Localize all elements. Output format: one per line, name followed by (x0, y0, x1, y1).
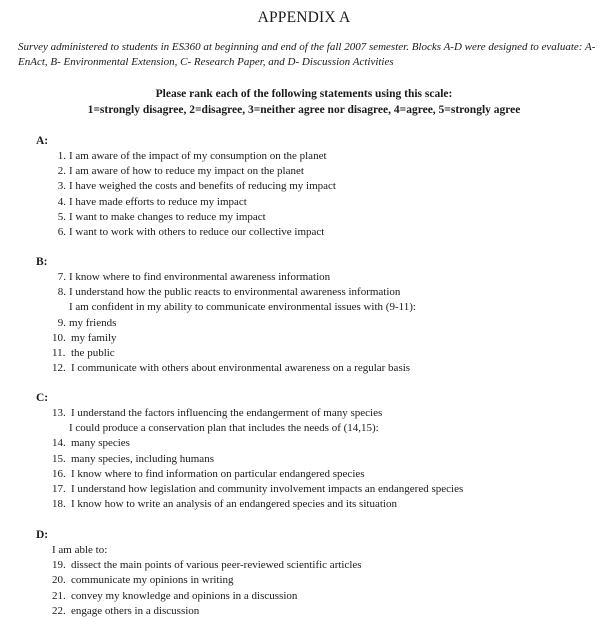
survey-item (0, 573, 608, 588)
block-d-items (0, 543, 608, 619)
survey-item (0, 179, 608, 194)
survey-item (0, 467, 608, 482)
item-text: I have made efforts to reduce my impact (69, 195, 247, 208)
item-number: 16. (52, 467, 66, 480)
item-text: I understand the factors influencing the endangerment of many species (71, 407, 383, 419)
survey-item (0, 452, 608, 467)
survey-item (0, 285, 608, 300)
survey-item (0, 346, 608, 361)
survey-item (0, 482, 608, 497)
block-d-label: D: (36, 529, 49, 541)
item-number: 17. (52, 482, 66, 495)
item-stem-text: I am able to: (52, 544, 108, 556)
item-number: 2. (57, 165, 66, 178)
block-a-label: A: (36, 135, 49, 147)
item-number: 19. (52, 559, 66, 572)
item-text: my family (71, 331, 117, 344)
item-text: I understand how the public reacts to environmental awareness information (69, 286, 401, 299)
survey-item (0, 331, 608, 346)
item-number: 12. (52, 362, 66, 375)
block-c-label: C: (36, 392, 49, 404)
item-text: I want to make changes to reduce my impact (69, 210, 266, 223)
item-text: I understand how legislation and community involvement impacts an endangered species (71, 482, 464, 495)
item-number: 10. (52, 331, 66, 344)
item-text: communicate my opinions in writing (71, 574, 234, 587)
item-number: 11. (52, 346, 66, 359)
block-b-items (0, 270, 608, 376)
item-number: 4. (57, 195, 66, 208)
item-number: 6. (57, 225, 66, 238)
survey-item (0, 361, 608, 376)
survey-intro: Survey administered to students in ES360 at beginning and end of the fall 2007 semester. Blocks A-D were designed to evaluate: A- EnAct, B- Environmental Extension, C- Research Paper, and D- Discussion Activities (18, 41, 596, 68)
item-number: 21. (52, 589, 66, 602)
survey-item (0, 149, 608, 164)
survey-item (0, 225, 608, 240)
instructions-line-1: Please rank each of the following statements using this scale: (155, 88, 453, 100)
block-a-items (0, 149, 608, 240)
survey-item (0, 497, 608, 512)
survey-item (0, 558, 608, 573)
item-text: many species (71, 437, 130, 450)
survey-item (0, 316, 608, 331)
item-text: convey my knowledge and opinions in a discussion (71, 589, 298, 602)
survey-item (0, 195, 608, 210)
survey-item (0, 436, 608, 451)
item-text: I want to work with others to reduce our collective impact (69, 225, 325, 238)
rating-instructions (0, 86, 608, 118)
block-c-items (0, 406, 608, 512)
item-number: 8. (57, 286, 66, 299)
item-text: I am aware of how to reduce my impact on the planet (69, 165, 304, 178)
rating-scale: 1=strongly disagree, 2=disagree, 3=neither agree nor disagree, 4=agree, 5=strongly agree (87, 104, 521, 116)
item-text: I am aware of the impact of my consumption on the planet (69, 150, 327, 162)
survey-item-stem (0, 300, 608, 315)
item-text: I know how to write an analysis of an endangered species and its situation (71, 498, 397, 511)
item-text: dissect the main points of various peer-reviewed scientific articles (71, 559, 362, 572)
item-text: I know where to find environmental awareness information (69, 271, 331, 283)
item-number: 14. (52, 437, 66, 450)
item-number: 18. (52, 498, 66, 511)
item-text: engage others in a discussion (71, 604, 200, 617)
item-text: I have weighed the costs and benefits of reducing my impact (69, 180, 336, 193)
survey-item-stem (0, 543, 608, 558)
item-number: 5. (57, 210, 66, 223)
survey-item (0, 589, 608, 604)
item-number: 9. (57, 316, 66, 329)
item-number: 22. (52, 604, 66, 617)
item-text: many species, including humans (71, 452, 214, 465)
item-number: 13. (52, 407, 66, 419)
item-text: I know where to find information on particular endangered species (71, 467, 365, 480)
item-text: I communicate with others about environmental awareness on a regular basis (71, 362, 411, 375)
page-title: APPENDIX A (257, 9, 351, 26)
item-number: 1. (57, 150, 66, 162)
survey-item-stem (0, 421, 608, 436)
item-number: 15. (52, 452, 66, 465)
survey-item (0, 604, 608, 619)
item-stem-text: I could produce a conservation plan that includes the needs of (14,15): (69, 422, 379, 435)
item-text: my friends (69, 316, 117, 329)
item-text: the public (71, 346, 115, 359)
survey-item (0, 164, 608, 179)
survey-item (0, 406, 608, 421)
block-b-label: B: (36, 256, 48, 268)
item-number: 7. (57, 271, 66, 283)
survey-item (0, 210, 608, 225)
item-number: 3. (57, 180, 66, 193)
item-number: 20. (52, 574, 66, 587)
item-stem-text: I am confident in my ability to communicate environmental issues with (9-11): (69, 301, 416, 314)
survey-item (0, 270, 608, 285)
